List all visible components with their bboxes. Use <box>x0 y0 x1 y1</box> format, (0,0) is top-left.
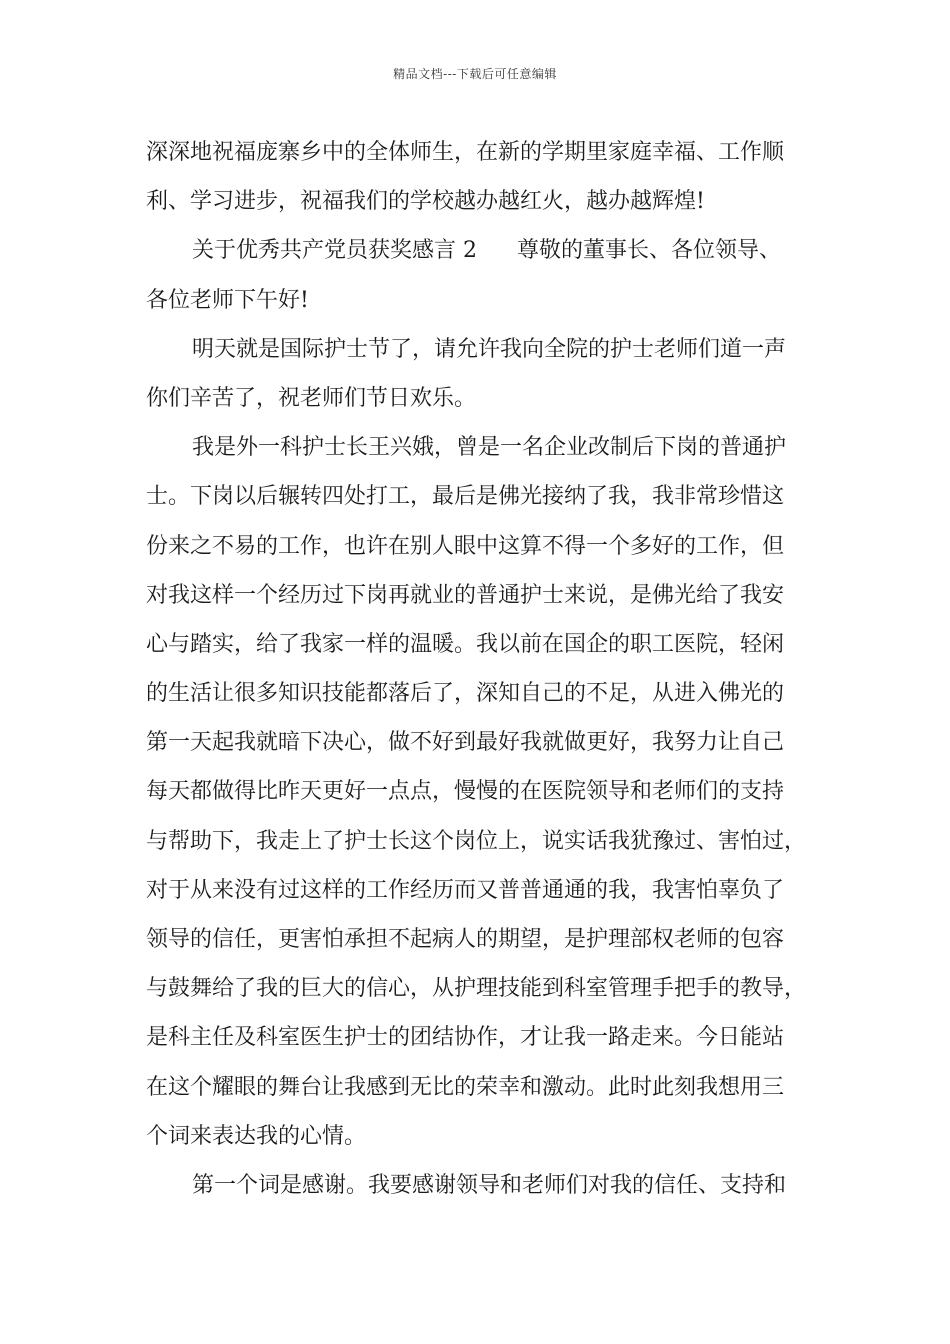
text-line: 利、学习进步，祝福我们的学校越办越红火，越办越辉煌! <box>146 189 705 215</box>
paragraph-start: 明天就是国际护士节了，请允许我向全院的护士老师们道一声 <box>192 336 787 362</box>
speech-greeting: 尊敬的董事长、各位领导、 <box>517 238 782 264</box>
text-line: 份来之不易的工作，也许在别人眼中这算不得一个多好的工作，但 <box>146 533 785 559</box>
page-header: 精品文档---下载后可任意编辑 <box>393 67 557 81</box>
text-line: 对于从来没有过这样的工作经历而又普普通通的我，我害怕辜负了 <box>146 877 785 903</box>
text-line: 的生活让很多知识技能都落后了，深知自己的不足，从进入佛光的 <box>146 681 785 707</box>
text-line: 是科主任及科室医生护士的团结协作，才让我一路走来。今日能站 <box>146 1025 785 1051</box>
text-line: 心与踏实，给了我家一样的温暖。我以前在国企的职工医院，轻闲 <box>146 631 785 657</box>
paragraph-start: 第一个词是感谢。我要感谢领导和老师们对我的信任、支持和 <box>192 1172 787 1198</box>
paragraph-start: 我是外一科护士长王兴娥，曾是一名企业改制后下岗的普通护 <box>192 435 787 461</box>
text-line: 各位老师下午好! <box>146 287 309 313</box>
text-line: 你们辛苦了，祝老师们节日欢乐。 <box>146 385 477 411</box>
text-line: 与鼓舞给了我的巨大的信心，从护理技能到科室管理手把手的教导， <box>146 976 807 1002</box>
document-body <box>146 128 814 1210</box>
text-line: 个词来表达我的心情。 <box>146 1123 367 1149</box>
text-line: 领导的信任，更害怕承担不起病人的期望，是护理部权老师的包容 <box>146 927 785 952</box>
text-line: 第一天起我就暗下决心，做不好到最好我就做更好，我努力让自己 <box>146 730 785 756</box>
text-line: 深深地祝福庞寨乡中的全体师生，在新的学期里家庭幸福、工作顺 <box>146 140 785 165</box>
text-line: 对我这样一个经历过下岗再就业的普通护士来说，是佛光给了我安 <box>146 582 785 608</box>
speech-title: 关于优秀共产党员获奖感言 2 <box>192 238 477 264</box>
text-line: 每天都做得比昨天更好一点点，慢慢的在医院领导和老师们的支持 <box>146 779 785 805</box>
speech-title-line <box>146 226 814 275</box>
text-line: 在这个耀眼的舞台让我感到无比的荣幸和激动。此时此刻我想用三 <box>146 1074 785 1100</box>
text-line: 士。下岗以后辗转四处打工，最后是佛光接纳了我，我非常珍惜这 <box>146 484 785 510</box>
text-line: 与帮助下，我走上了护士长这个岗位上，说实话我犹豫过、害怕过， <box>146 828 807 854</box>
